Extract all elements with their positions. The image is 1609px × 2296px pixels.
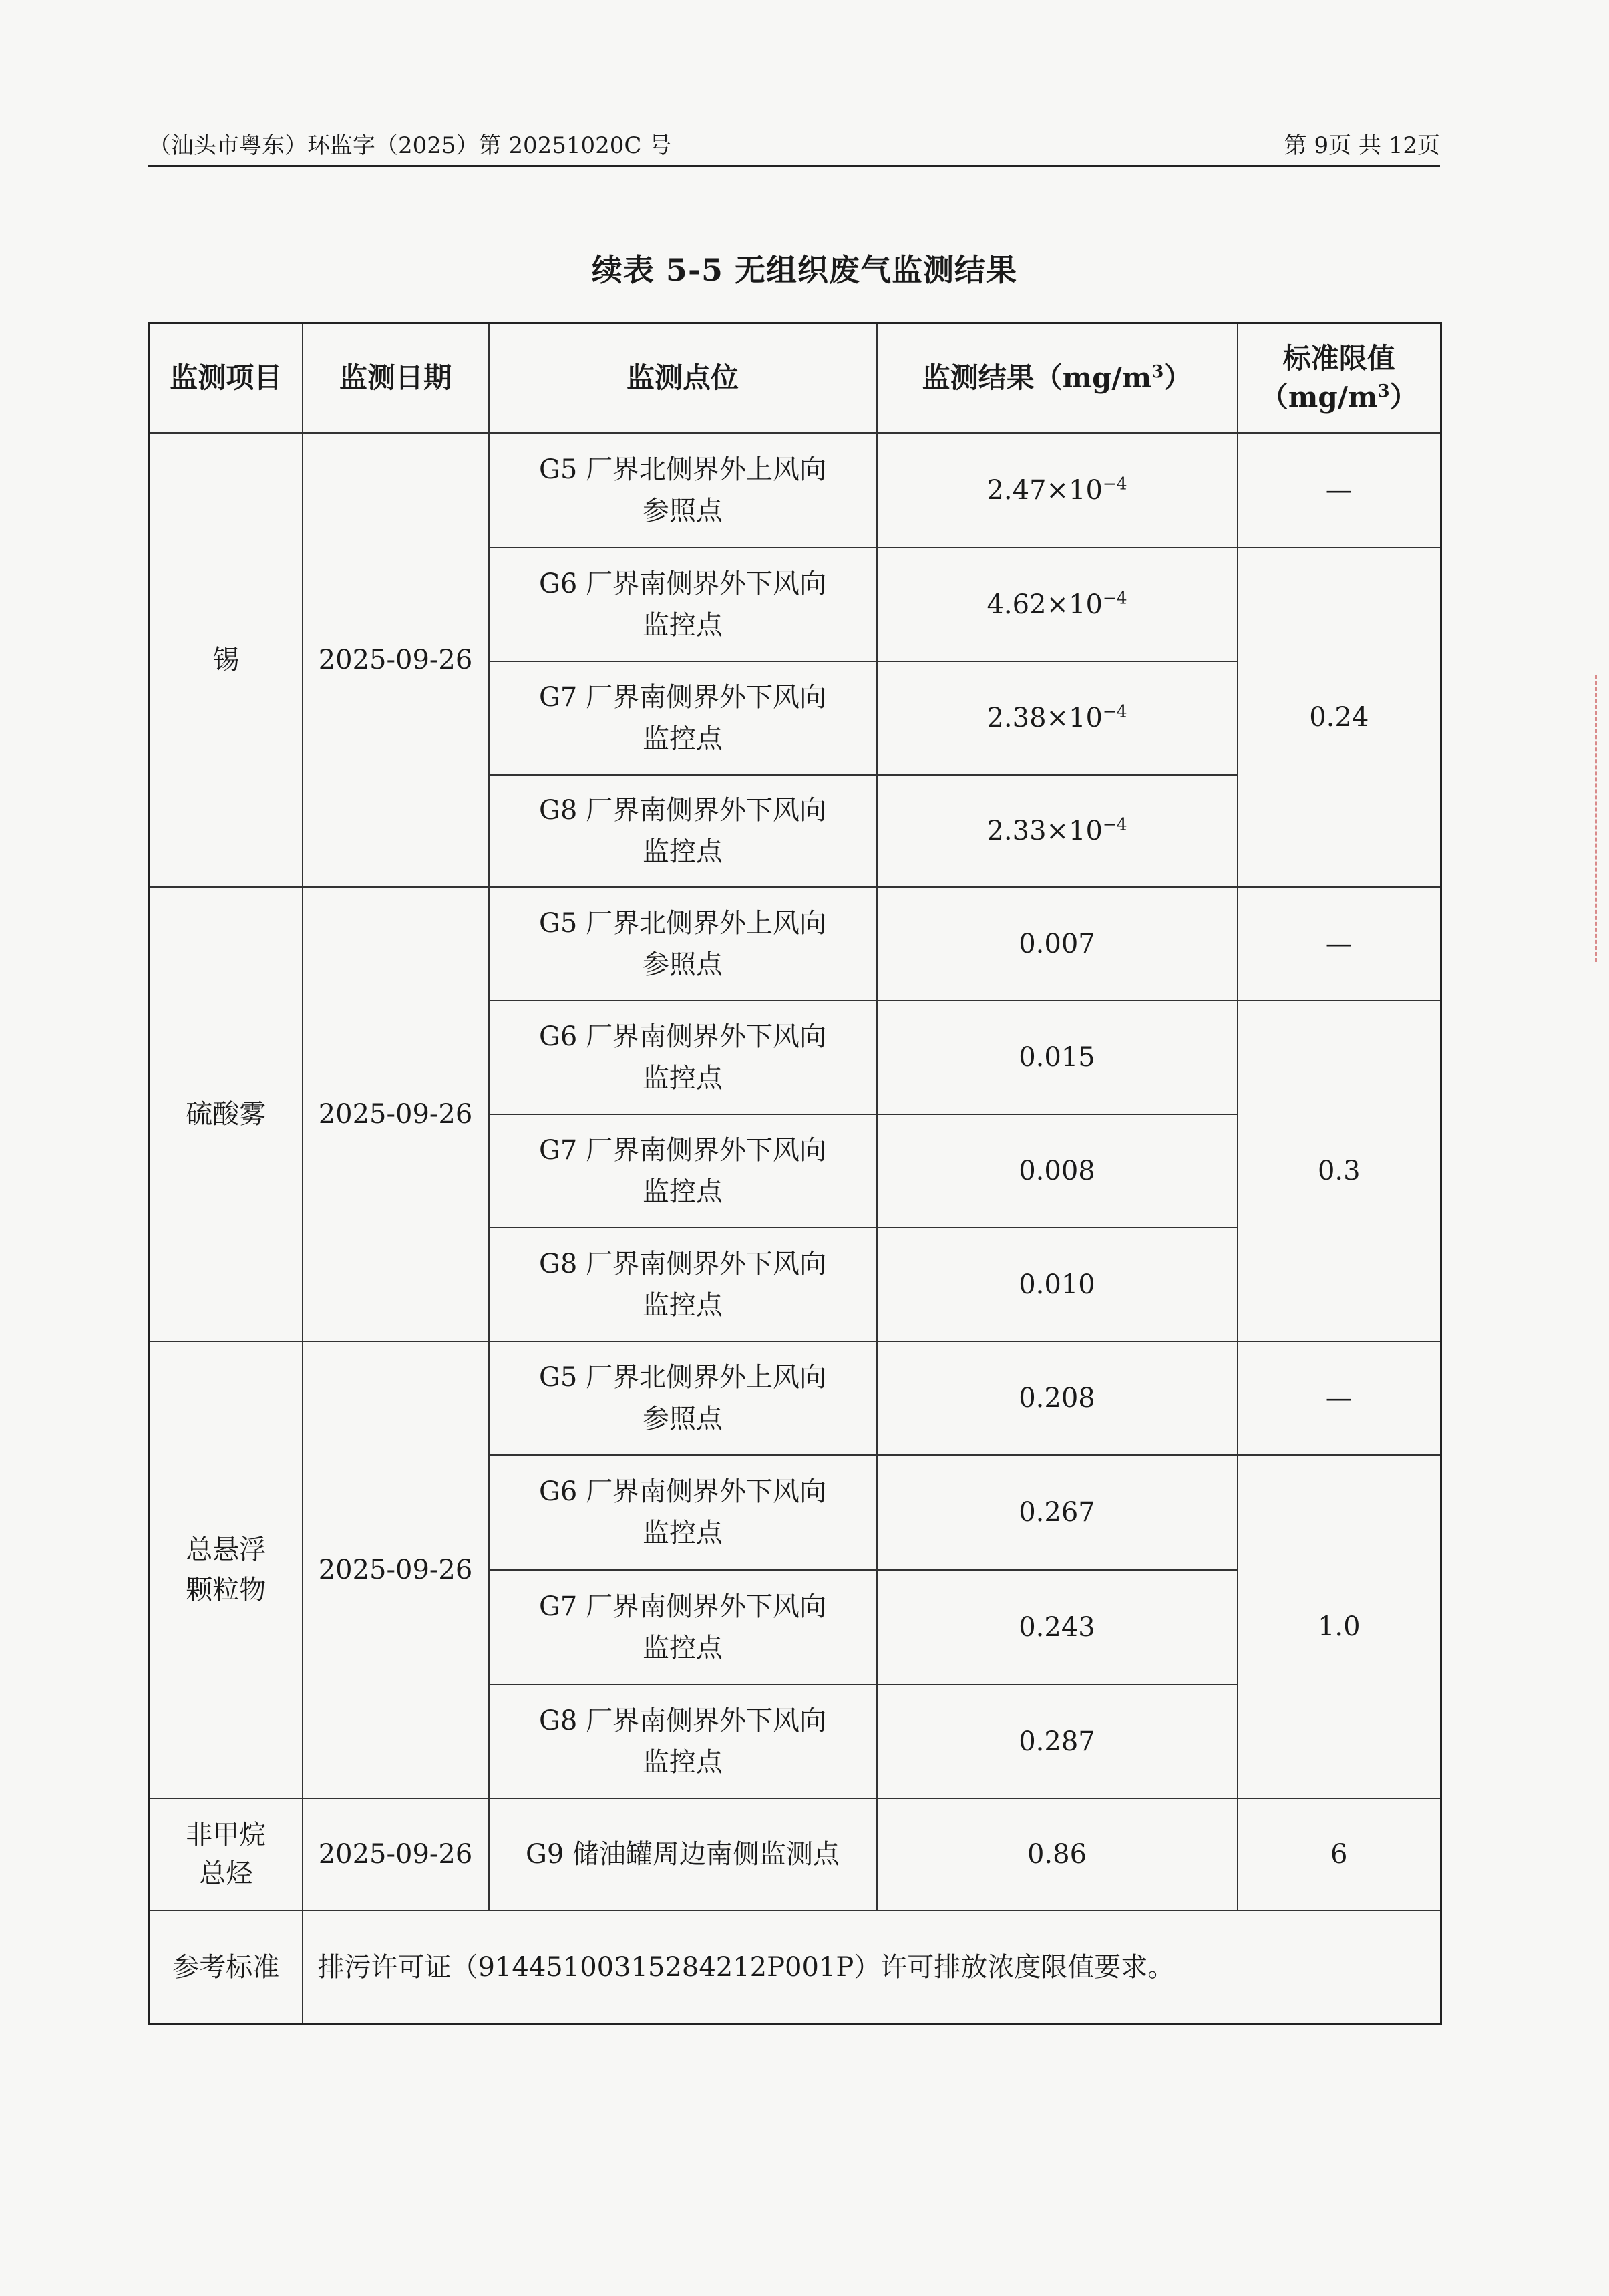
date-cell: 2025-09-26 <box>303 433 489 887</box>
table-row <box>150 1798 1441 1911</box>
item-cell: 总悬浮 颗粒物 <box>150 1341 303 1798</box>
reference-text: 排污许可证（91445100315284212P001P）许可排放浓度限值要求。 <box>303 1911 1441 2025</box>
col-header-item: 监测项目 <box>150 323 303 434</box>
item-cell: 锡 <box>150 433 303 887</box>
result-cell: 0.007 <box>877 887 1238 1001</box>
point-cell: G6 厂界南侧界外下风向 监控点 <box>489 1001 877 1114</box>
page-number: 第 9页 共 12页 <box>1284 132 1440 159</box>
result-cell: 0.86 <box>877 1798 1238 1911</box>
item-cell: 非甲烷 总烃 <box>150 1798 303 1911</box>
result-cell: 0.008 <box>877 1114 1238 1228</box>
col-header-date: 监测日期 <box>303 323 489 434</box>
limit-cell: — <box>1238 887 1441 1001</box>
result-cell: 0.015 <box>877 1001 1238 1114</box>
item-cell: 硫酸雾 <box>150 887 303 1341</box>
table-header-row <box>150 323 1441 434</box>
result-cell: 0.243 <box>877 1570 1238 1685</box>
point-cell: G8 厂界南侧界外下风向 监控点 <box>489 775 877 887</box>
date-cell: 2025-09-26 <box>303 1798 489 1911</box>
point-cell: G7 厂界南侧界外下风向 监控点 <box>489 1114 877 1228</box>
point-cell: G5 厂界北侧界外上风向 参照点 <box>489 433 877 548</box>
date-cell: 2025-09-26 <box>303 887 489 1341</box>
limit-cell: 1.0 <box>1238 1455 1441 1798</box>
limit-cell: 6 <box>1238 1798 1441 1911</box>
point-cell: G7 厂界南侧界外下风向 监控点 <box>489 661 877 775</box>
result-cell: $4.62\times 10^{-4}$ <box>877 548 1238 661</box>
limit-cell: 0.3 <box>1238 1001 1441 1341</box>
point-cell: G8 厂界南侧界外下风向 监控点 <box>489 1228 877 1341</box>
table-row <box>150 887 1441 1001</box>
limit-cell: — <box>1238 1341 1441 1455</box>
report-number: （汕头市粤东）环监字（2025）第 20251020C 号 <box>148 132 672 159</box>
seal-edge-mark <box>1595 675 1600 962</box>
page-header <box>148 127 1440 167</box>
table-row <box>150 433 1441 548</box>
point-cell: G7 厂界南侧界外下风向 监控点 <box>489 1570 877 1685</box>
limit-cell: 0.24 <box>1238 548 1441 887</box>
result-cell: 0.010 <box>877 1228 1238 1341</box>
col-header-result: 监测结果$(mg/m^3)$ <box>877 323 1238 434</box>
point-cell: G8 厂界南侧界外下风向 监控点 <box>489 1685 877 1798</box>
table-title: 续表 5-5 无组织废气监测结果 <box>591 252 1018 288</box>
limit-cell: — <box>1238 433 1441 548</box>
date-cell: 2025-09-26 <box>303 1341 489 1798</box>
result-cell: $2.38\times 10^{-4}$ <box>877 661 1238 775</box>
result-cell: 0.208 <box>877 1341 1238 1455</box>
result-cell: 0.287 <box>877 1685 1238 1798</box>
col-header-point: 监测点位 <box>489 323 877 434</box>
reference-row <box>150 1911 1441 2025</box>
result-cell: $2.47\times 10^{-4}$ <box>877 433 1238 548</box>
monitoring-results-table <box>148 322 1442 2025</box>
reference-label: 参考标准 <box>150 1911 303 2025</box>
point-cell: G5 厂界北侧界外上风向 参照点 <box>489 887 877 1001</box>
result-cell: 0.267 <box>877 1455 1238 1570</box>
point-cell: G5 厂界北侧界外上风向 参照点 <box>489 1341 877 1455</box>
result-cell: $2.33\times 10^{-4}$ <box>877 775 1238 887</box>
point-cell: G9 储油罐周边南侧监测点 <box>489 1798 877 1911</box>
point-cell: G6 厂界南侧界外下风向 监控点 <box>489 548 877 661</box>
point-cell: G6 厂界南侧界外下风向 监控点 <box>489 1455 877 1570</box>
table-row <box>150 1341 1441 1455</box>
col-header-limit: 标准限值 $(mg/m^3)$ <box>1238 323 1441 434</box>
